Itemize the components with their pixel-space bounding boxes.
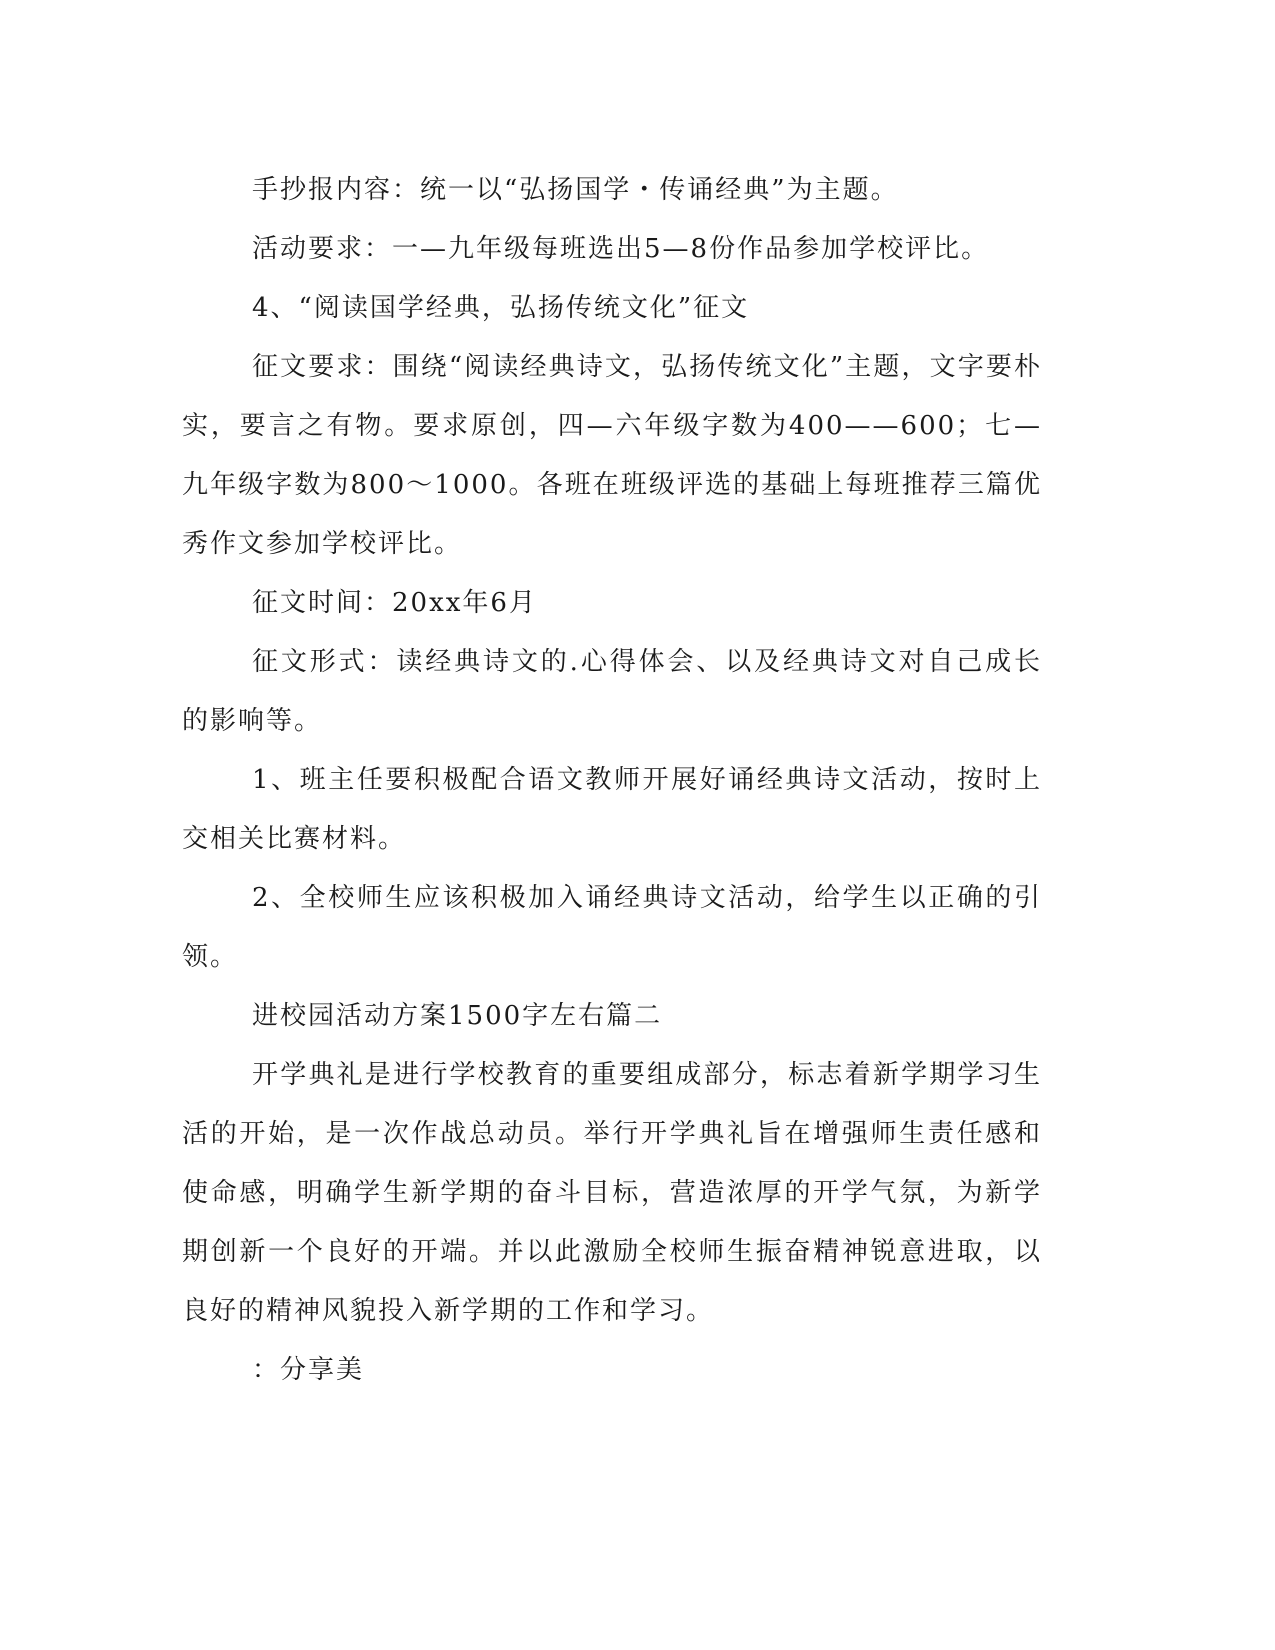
- section-heading: 进校园活动方案1500字左右篇二: [252, 1001, 663, 1031]
- paragraph-essay-heading: 4、“阅读国学经典，弘扬传统文化”征文: [252, 293, 750, 323]
- paragraph-share: ：分享美: [252, 1355, 365, 1385]
- paragraph-note-2: 2、全校师生应该积极加入诵经典诗文活动，给学生以正确的引领。: [182, 883, 1042, 972]
- document-body: [182, 161, 1042, 1400]
- paragraph-essay-time: 征文时间：20xx年6月: [252, 588, 537, 618]
- paragraph-essay-requirements: 征文要求：围绕“阅读经典诗文，弘扬传统文化”主题，文字要朴实，要言之有物。要求原创，四—六年级字数为400——600；七—九年级字数为800～1000。各班在班级评选的基础上每班推荐三篇优秀作文参加学校评比。: [182, 352, 1042, 559]
- paragraph-handbill-content: 手抄报内容：统一以“弘扬国学・传诵经典”为主题。: [252, 175, 899, 205]
- paragraph-activity-requirements: 活动要求：一—九年级每班选出5—8份作品参加学校评比。: [252, 234, 990, 264]
- paragraph-note-1: 1、班主任要积极配合语文教师开展好诵经典诗文活动，按时上交相关比赛材料。: [182, 765, 1042, 854]
- paragraph-opening-ceremony: 开学典礼是进行学校教育的重要组成部分，标志着新学期学习生活的开始，是一次作战总动员。举行开学典礼旨在增强师生责任感和使命感，明确学生新学期的奋斗目标，营造浓厚的开学气氛，为新学期创新一个良好的开端。并以此激励全校师生振奋精神锐意进取，以良好的精神风貌投入新学期的工作和学习。: [182, 1060, 1042, 1326]
- paragraph-essay-form: 征文形式：读经典诗文的.心得体会、以及经典诗文对自己成长的影响等。: [182, 647, 1042, 736]
